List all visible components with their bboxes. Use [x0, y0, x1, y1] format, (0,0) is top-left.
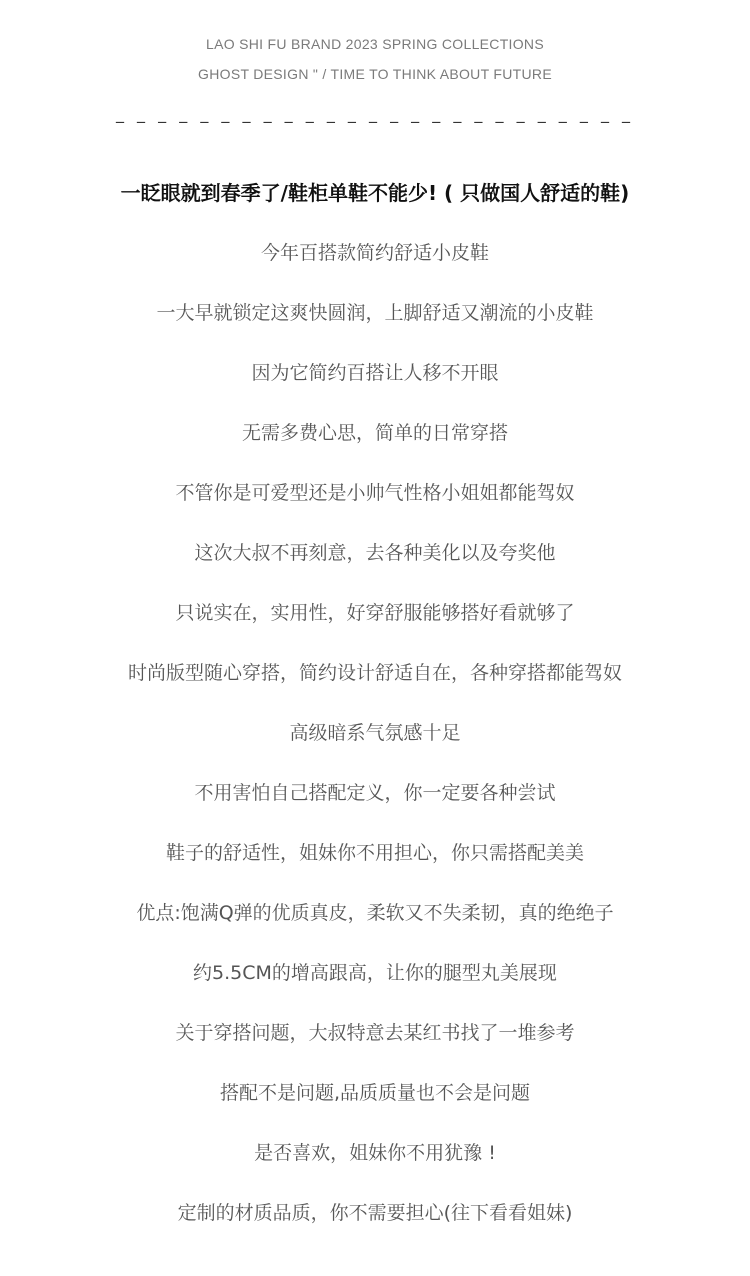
description-line: 定制的材质品质，你不需要担心(往下看看姐妹)	[177, 1202, 573, 1224]
headline: 一眨眼就到春季了/鞋柜单鞋不能少! ( 只做国人舒适的鞋)	[120, 181, 630, 205]
description-line: 是否喜欢，姐妹你不用犹豫 !	[254, 1142, 496, 1164]
description-line: 只说实在，实用性，好穿舒服能够搭好看就够了	[175, 602, 575, 624]
description-line: 高级暗系气氛感十足	[289, 722, 461, 744]
description-line: 优点:饱满Q弹的优质真皮，柔软又不失柔韧，真的绝绝子	[136, 902, 614, 924]
description-line: 鞋子的舒适性，姐妹你不用担心，你只需搭配美美	[165, 842, 584, 864]
brand-collection-title: LAO SHI FU BRAND 2023 SPRING COLLECTIONS	[206, 36, 544, 52]
description-line: 一大早就锁定这爽快圆润，上脚舒适又潮流的小皮鞋	[156, 302, 594, 324]
description-line: 不用害怕自己搭配定义，你一定要各种尝试	[194, 782, 556, 804]
dashed-divider: _ _ _ _ _ _ _ _ _ _ _ _ _ _ _ _ _ _ _ _ _ _ _ _ _	[115, 104, 635, 123]
brand-tagline: GHOST DESIGN " / TIME TO THINK ABOUT FUTURE	[198, 66, 552, 82]
description-line: 因为它简约百搭让人移不开眼	[251, 362, 499, 384]
description-line: 这次大叔不再刻意，去各种美化以及夸奖他	[194, 542, 556, 564]
description-line: 搭配不是问题,品质质量也不会是问题	[219, 1082, 531, 1104]
description-line: 关于穿搭问题，大叔特意去某红书找了一堆参考	[175, 1022, 575, 1044]
description-line: 今年百搭款简约舒适小皮鞋	[260, 242, 489, 264]
description-line: 约5.5CM的增高跟高，让你的腿型丸美展现	[193, 962, 557, 984]
description-line: 不管你是可爱型还是小帅气性格小姐姐都能驾奴	[175, 482, 575, 504]
description-line: 无需多费心思，简单的日常穿搭	[241, 422, 508, 444]
description-lines	[0, 238, 750, 1258]
description-line: 时尚版型随心穿搭，简约设计舒适自在，各种穿搭都能驾奴	[127, 662, 622, 684]
